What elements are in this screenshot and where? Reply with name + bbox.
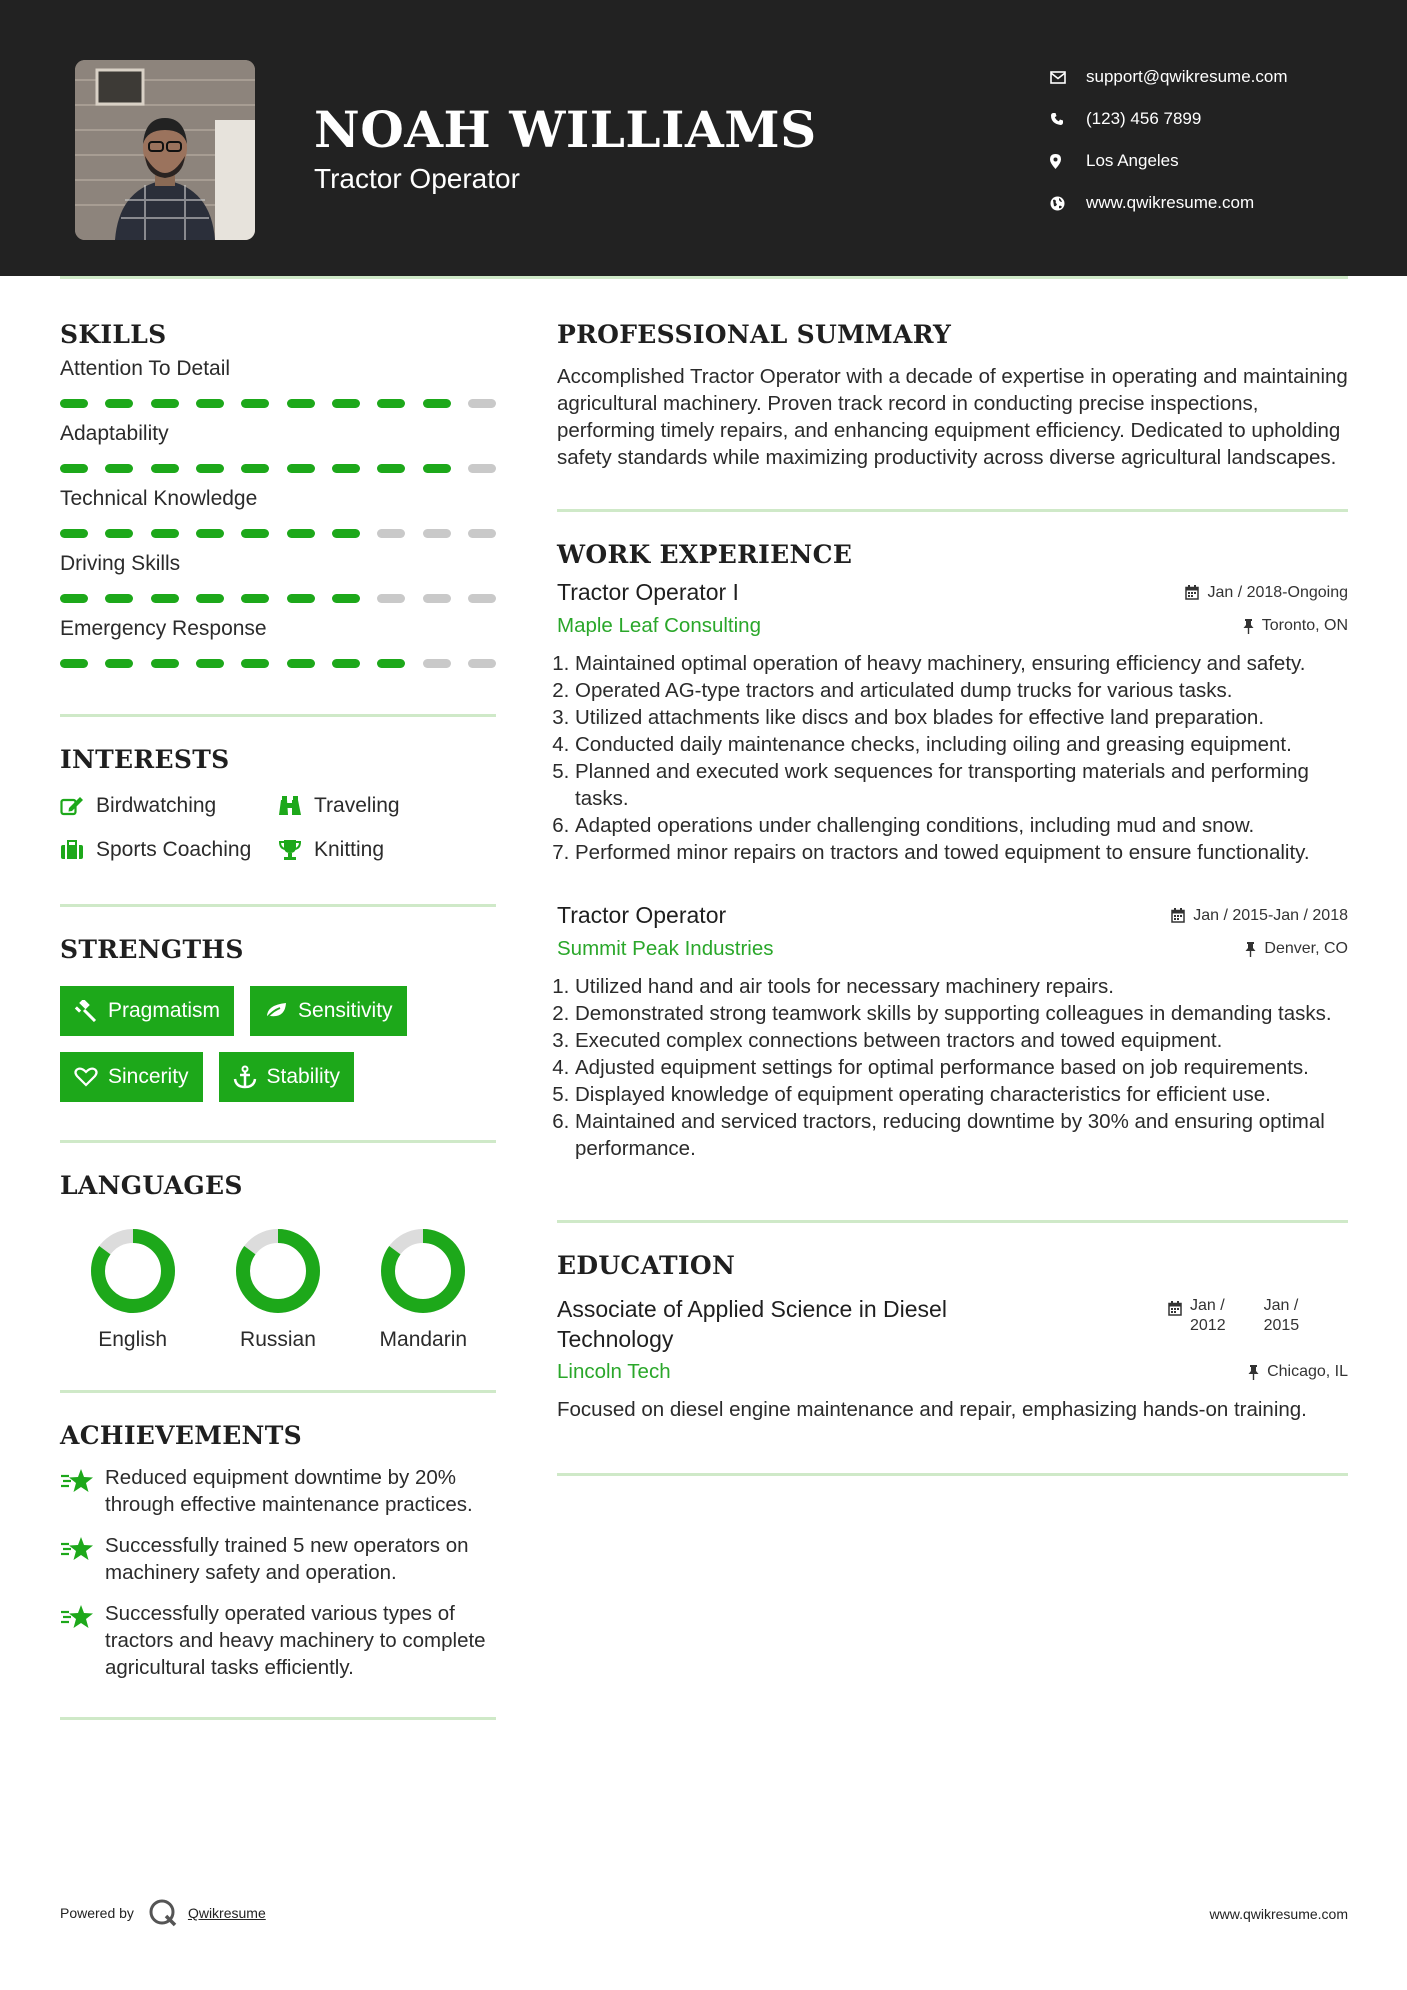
job-duty: 6. Adapted operations under challenging conditions, including mud and snow. (575, 812, 1348, 839)
skill-rating-dot (377, 399, 405, 408)
skill-rating-dot (287, 529, 315, 538)
qwikresume-link[interactable]: Qwikresume (187, 1905, 266, 1921)
job-duty: 6. Maintained and serviced tractors, reducing downtime by 30% and ensuring optimal performance. (575, 1108, 1348, 1162)
skill-rating (60, 529, 496, 538)
language-name: English (98, 1328, 168, 1351)
interest-item (278, 790, 496, 822)
phone-icon (1050, 112, 1086, 126)
job-entry (557, 902, 1348, 1162)
skills-section (60, 320, 496, 668)
skill-rating-dot (105, 464, 133, 473)
education-location-text: Chicago, IL (1267, 1363, 1348, 1380)
job-duty: 7. Performed minor repairs on tractors and towed equipment to ensure functionality. (575, 839, 1348, 866)
globe-icon (1050, 196, 1086, 211)
end-year: 2015 (1263, 1317, 1300, 1334)
job-duties (557, 973, 1348, 1162)
skill-rating-dot (332, 464, 360, 473)
section-divider (557, 1220, 1348, 1223)
skill-rating-dot (241, 659, 269, 668)
language-item (60, 1228, 205, 1352)
skill-rating-dot (468, 594, 496, 603)
skill-name: Driving Skills (60, 552, 181, 575)
strength-label: Sensitivity (298, 999, 393, 1022)
pencil-square-icon (60, 796, 96, 816)
experience-section (557, 540, 1348, 1162)
skill-rating-dot (151, 399, 179, 408)
languages-section (60, 1171, 496, 1352)
end-month: Jan / (1263, 1297, 1299, 1314)
star-achievement-icon (60, 1464, 105, 1518)
strength-badge (60, 986, 234, 1036)
interest-item (278, 834, 496, 866)
section-divider (557, 509, 1348, 512)
skill-rating-dot (287, 399, 315, 408)
language-proficiency-ring (235, 1228, 321, 1314)
job-location-text: Toronto, ON (1261, 617, 1348, 634)
experience-title: WORK EXPERIENCE (557, 540, 853, 569)
section-divider (60, 1140, 496, 1143)
calendar-icon (1185, 585, 1199, 600)
skill-rating-dot (423, 594, 451, 603)
degree-line-1: Associate of Applied Science in Diesel (557, 1296, 947, 1322)
strengths-title: STRENGTHS (60, 935, 244, 964)
leaf-icon (264, 1001, 288, 1021)
skill-rating-dot (377, 659, 405, 668)
contact-website-text: www.qwikresume.com (1086, 193, 1255, 212)
contact-phone[interactable] (1050, 98, 1288, 140)
company-name: Maple Leaf Consulting (557, 614, 761, 637)
job-duty: 2. Operated AG-type tractors and articulated dump trucks for various tasks. (575, 677, 1348, 704)
contact-email[interactable] (1050, 56, 1288, 98)
skill-rating-dot (196, 529, 224, 538)
skill-rating-dot (60, 399, 88, 408)
skill-rating-dot (105, 529, 133, 538)
company-name: Summit Peak Industries (557, 937, 774, 960)
map-pin-icon (1050, 154, 1086, 169)
right-column (557, 320, 1348, 1476)
job-duty: 4. Adjusted equipment settings for optimal performance based on job requirements. (575, 1054, 1348, 1081)
job-duty: 4. Conducted daily maintenance checks, including oiling and greasing equipment. (575, 731, 1348, 758)
strength-label: Pragmatism (108, 999, 221, 1022)
job-dates-text: Jan / 2018-Ongoing (1207, 583, 1348, 601)
skill-name: Attention To Detail (60, 357, 231, 380)
interest-label: Traveling (314, 794, 400, 817)
strength-badge (60, 1052, 203, 1102)
interest-item (60, 834, 278, 866)
school-name: Lincoln Tech (557, 1360, 671, 1383)
achievement-item (60, 1600, 496, 1681)
strengths-section (60, 935, 496, 1102)
skills-list (60, 357, 496, 668)
star-achievement-icon (60, 1600, 105, 1681)
skill-name: Adaptability (60, 422, 169, 445)
strength-badge (219, 1052, 355, 1102)
achievements-section (60, 1421, 496, 1681)
start-month: Jan / (1190, 1297, 1225, 1314)
skill-rating-dot (468, 659, 496, 668)
job-head (557, 902, 1348, 929)
envelope-icon (1050, 71, 1086, 84)
skill-rating-dot (423, 659, 451, 668)
interests-list (60, 790, 496, 866)
skill-rating (60, 399, 496, 408)
skill-rating-dot (196, 659, 224, 668)
contact-phone-text: (123) 456 7899 (1086, 109, 1202, 128)
pushpin-icon (1245, 942, 1256, 957)
interest-label: Birdwatching (96, 794, 217, 817)
skill-rating-dot (196, 464, 224, 473)
briefcase-icon (60, 840, 96, 860)
footer-website[interactable]: www.qwikresume.com (1209, 1906, 1348, 1922)
skill-rating-dot (377, 529, 405, 538)
job-dates (1185, 584, 1348, 602)
section-divider (60, 1717, 496, 1720)
calendar-icon (1168, 1301, 1182, 1316)
job-head (557, 579, 1348, 606)
languages-title: LANGUAGES (60, 1171, 243, 1200)
gavel-icon (74, 1000, 98, 1022)
section-divider (60, 714, 496, 717)
education-degree (557, 1294, 947, 1354)
skill-name: Technical Knowledge (60, 487, 258, 510)
strength-badge (250, 986, 407, 1036)
skill-rating-dot (332, 529, 360, 538)
job-entry (557, 579, 1348, 866)
languages-list (60, 1228, 496, 1352)
achievement-text: Successfully operated various types of tractors and heavy machinery to complete agricultural tasks efficiently. (105, 1602, 486, 1679)
section-divider (60, 904, 496, 907)
education-title: EDUCATION (557, 1251, 736, 1280)
profile-photo-image (75, 60, 255, 240)
skill-rating-dot (423, 529, 451, 538)
skill-rating-dot (287, 659, 315, 668)
language-name: Mandarin (379, 1328, 468, 1351)
skill-rating (60, 464, 496, 473)
achievement-item (60, 1532, 496, 1586)
education-location (1248, 1363, 1348, 1381)
degree-line-2: Technology (557, 1326, 674, 1352)
interest-label: Sports Coaching (96, 838, 252, 861)
skill-rating-dot (60, 659, 88, 668)
skill-rating-dot (241, 529, 269, 538)
skill-rating-dot (241, 464, 269, 473)
education-subhead (557, 1360, 1348, 1384)
summary-text: Accomplished Tractor Operator with a decade of expertise in operating and maintaining agricultural machinery. Proven track record in conducting precise inspections, performing timely repairs, and enhancing equipment efficiency. Dedicated to upholding safety standards while maximizing productivity across diverse agricultural landscapes. (557, 365, 1348, 469)
job-duty: 1. Maintained optimal operation of heavy machinery, ensuring efficiency and safety. (575, 650, 1348, 677)
job-location-text: Denver, CO (1264, 940, 1348, 957)
start-year: 2012 (1190, 1317, 1226, 1334)
skill-rating-dot (196, 399, 224, 408)
skills-title: SKILLS (60, 320, 167, 349)
skill-rating-dot (468, 464, 496, 473)
job-subhead (557, 937, 1348, 961)
job-duties (557, 650, 1348, 866)
skill-rating-dot (423, 464, 451, 473)
section-divider (557, 1473, 1348, 1476)
end-date (1264, 1296, 1300, 1336)
skill-rating-dot (423, 399, 451, 408)
interests-title: INTERESTS (60, 745, 230, 774)
skill-rating-dot (105, 659, 133, 668)
education-description: Focused on diesel engine maintenance and repair, emphasizing hands-on training. (557, 1398, 1307, 1421)
star-achievement-icon (60, 1532, 105, 1586)
pushpin-icon (1248, 1365, 1259, 1380)
language-item (205, 1228, 350, 1352)
skill-rating-dot (377, 464, 405, 473)
interests-section (60, 745, 496, 866)
skill-rating-dot (151, 659, 179, 668)
language-proficiency-ring (90, 1228, 176, 1314)
summary-section (557, 320, 1348, 471)
skill-rating-dot (196, 594, 224, 603)
skill-rating-dot (287, 594, 315, 603)
job-duty: 3. Utilized attachments like discs and box blades for effective land preparation. (575, 704, 1348, 731)
skill-rating (60, 594, 496, 603)
skill-rating-dot (105, 594, 133, 603)
anchor-icon (233, 1065, 257, 1089)
language-proficiency-ring (380, 1228, 466, 1314)
job-location (1243, 617, 1348, 635)
job-subhead (557, 614, 1348, 638)
profile-photo (75, 60, 255, 240)
skill-rating-dot (151, 594, 179, 603)
job-title: Tractor Operator (557, 902, 727, 928)
candidate-role: Tractor Operator (314, 163, 520, 194)
skill-rating (60, 659, 496, 668)
job-duty: 1. Utilized hand and air tools for necessary machinery repairs. (575, 973, 1348, 1000)
skill-rating-dot (377, 594, 405, 603)
skill-rating-dot (151, 464, 179, 473)
skill-rating-dot (468, 399, 496, 408)
skill-rating-dot (151, 529, 179, 538)
strength-label: Stability (266, 1065, 341, 1088)
job-dates-text: Jan / 2015-Jan / 2018 (1193, 906, 1348, 924)
skill-name: Emergency Response (60, 617, 267, 640)
candidate-name: NOAH WILLIAMS (314, 100, 817, 159)
skill-rating-dot (60, 529, 88, 538)
skill-rating-dot (60, 464, 88, 473)
contact-list (1050, 56, 1288, 224)
calendar-icon (1171, 908, 1185, 923)
skill-rating-dot (468, 529, 496, 538)
contact-website[interactable] (1050, 182, 1288, 224)
resume-header (0, 0, 1407, 276)
skill-rating-dot (105, 399, 133, 408)
interest-item (60, 790, 278, 822)
language-name: Russian (240, 1328, 316, 1351)
job-duty: 5. Planned and executed work sequences for transporting materials and performing tasks. (575, 758, 1348, 812)
qwikresume-logo-icon (148, 1898, 178, 1928)
language-item (351, 1228, 496, 1352)
job-duty: 2. Demonstrated strong teamwork skills by supporting colleagues in demanding tasks. (575, 1000, 1348, 1027)
job-location (1245, 940, 1348, 958)
contact-location-text: Los Angeles (1086, 151, 1179, 170)
education-head (557, 1294, 1348, 1354)
powered-by-text: Powered by (60, 1905, 134, 1921)
skill-rating-dot (287, 464, 315, 473)
binoculars-icon (278, 795, 314, 817)
contact-email-text: support@qwikresume.com (1086, 67, 1288, 86)
achievement-item (60, 1464, 496, 1518)
job-duty: 5. Displayed knowledge of equipment operating characteristics for efficient use. (575, 1081, 1348, 1108)
achievement-text: Reduced equipment downtime by 20% through effective maintenance practices. (105, 1466, 473, 1516)
strengths-list (60, 986, 496, 1102)
education-dates (1168, 1296, 1348, 1336)
job-duty: 3. Executed complex connections between tractors and towed equipment. (575, 1027, 1348, 1054)
footer-branding (60, 1898, 266, 1928)
skill-rating-dot (332, 659, 360, 668)
skill-rating-dot (60, 594, 88, 603)
start-date (1190, 1296, 1226, 1336)
job-title: Tractor Operator I (557, 579, 739, 605)
achievements-title: ACHIEVEMENTS (60, 1421, 302, 1450)
pushpin-icon (1243, 619, 1254, 634)
header-divider (60, 276, 1348, 279)
job-dates (1171, 907, 1348, 925)
education-section (557, 1251, 1348, 1423)
strength-label: Sincerity (108, 1065, 189, 1088)
skill-rating-dot (241, 594, 269, 603)
jobs-list (557, 579, 1348, 1162)
section-divider (60, 1390, 496, 1393)
interest-label: Knitting (314, 838, 385, 861)
heart-icon (74, 1067, 98, 1087)
skill-rating-dot (241, 399, 269, 408)
achievements-list (60, 1464, 496, 1681)
summary-title: PROFESSIONAL SUMMARY (557, 320, 952, 349)
skill-rating-dot (332, 594, 360, 603)
achievement-text: Successfully trained 5 new operators on machinery safety and operation. (105, 1534, 469, 1584)
contact-location (1050, 140, 1288, 182)
left-column (60, 320, 496, 1720)
skill-rating-dot (332, 399, 360, 408)
trophy-icon (278, 839, 314, 861)
